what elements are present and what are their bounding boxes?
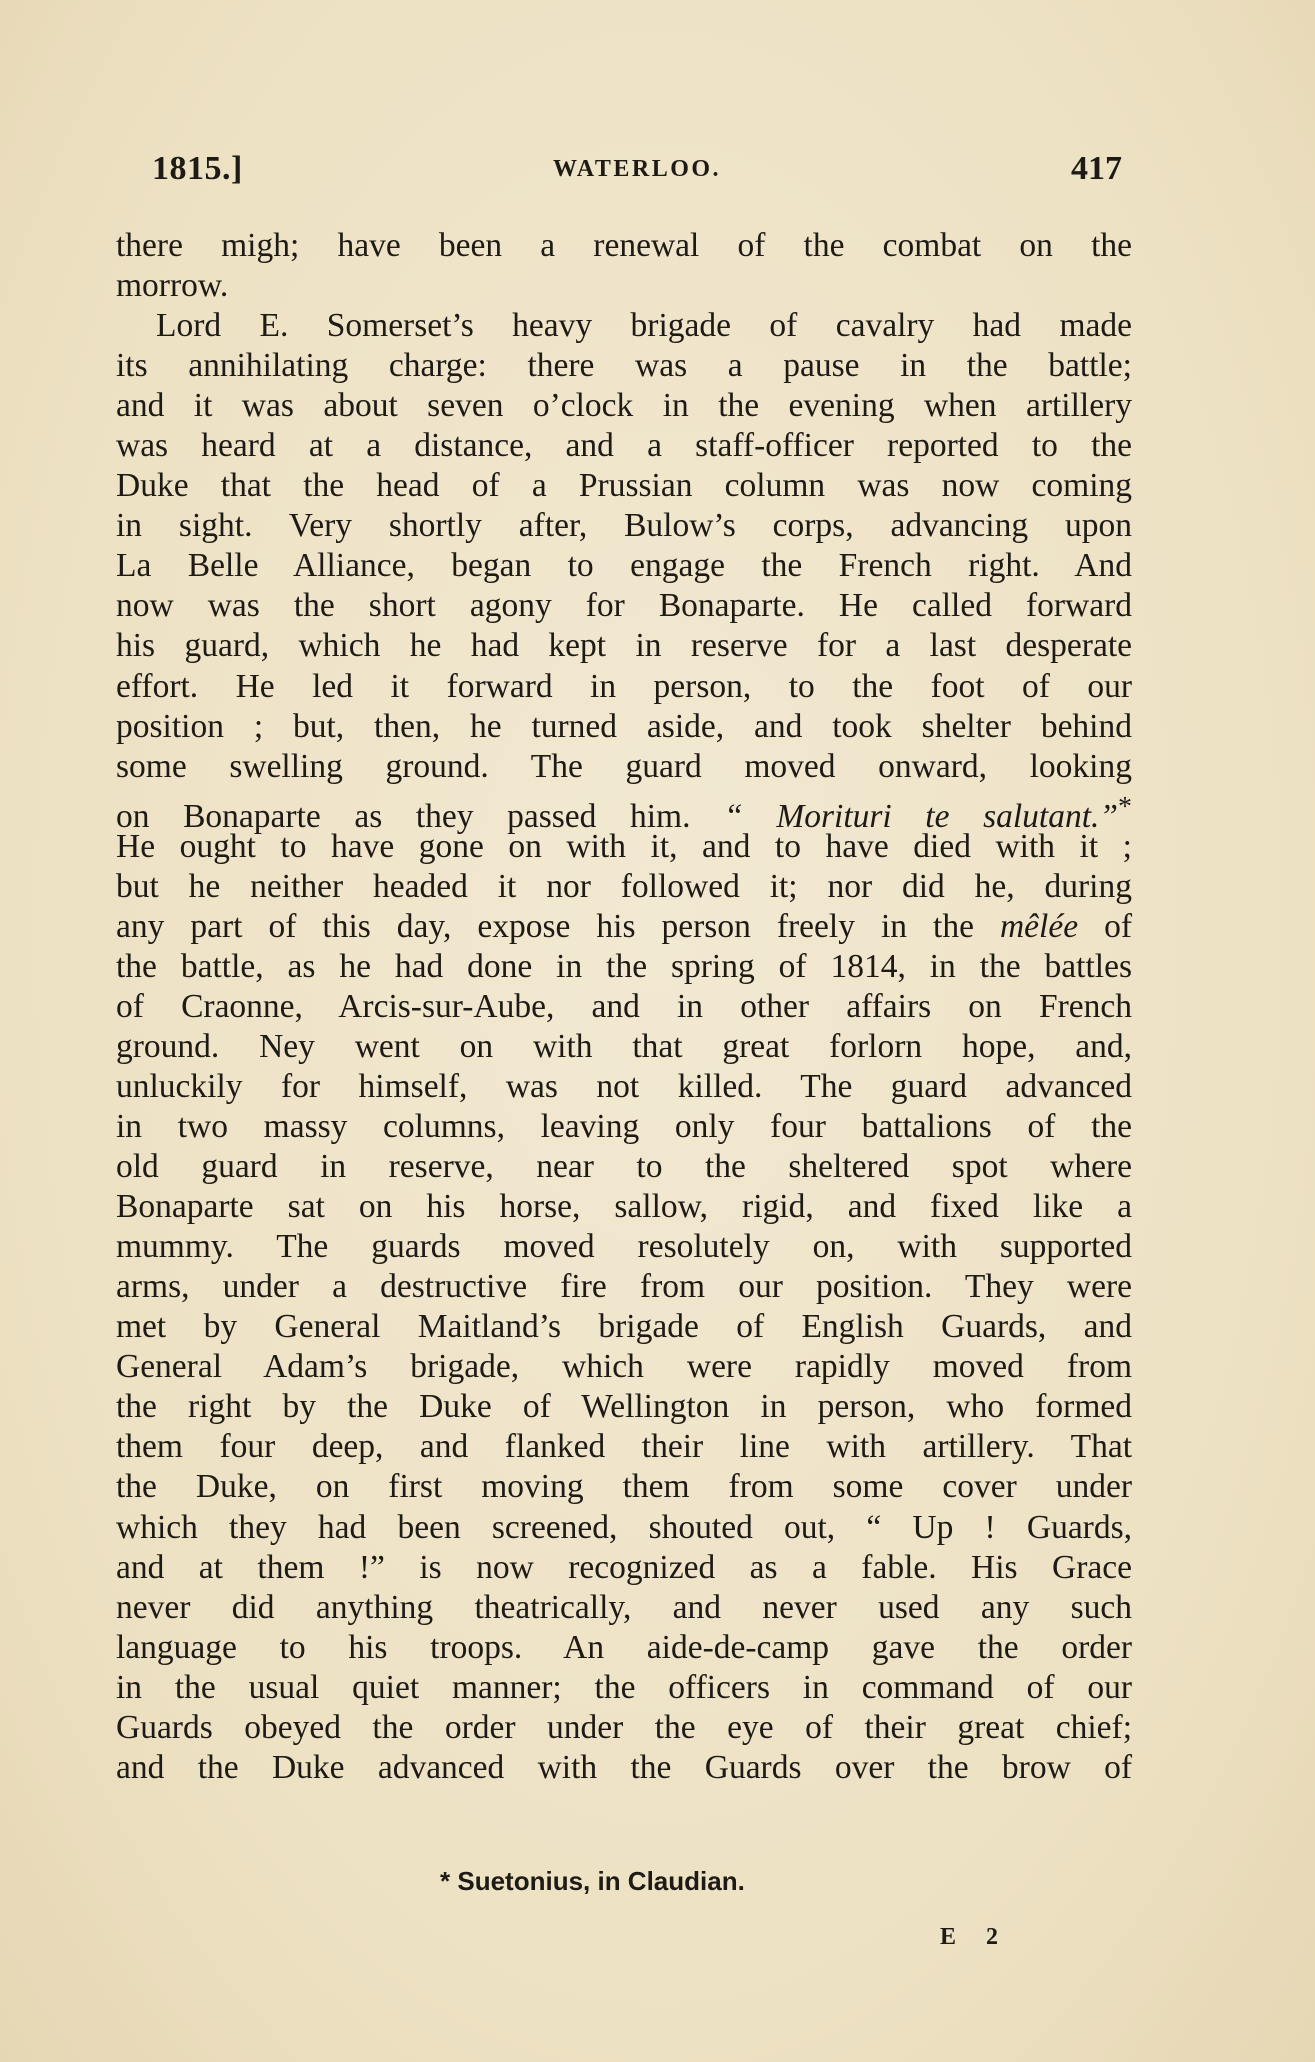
text-line: ground. Ney went on with that great forlorn hope, and, bbox=[116, 1027, 1132, 1065]
body-text bbox=[116, 226, 1132, 1788]
text-line: morrow. bbox=[116, 267, 229, 305]
text-line-with-quote bbox=[116, 787, 1132, 835]
text-line: never did anything theatrically, and never used any such bbox=[116, 1588, 1132, 1626]
text-line: was heard at a distance, and a staff-officer reported to the bbox=[116, 427, 1132, 465]
text-line: his guard, which he had kept in reserve for a last desperate bbox=[116, 627, 1132, 665]
text-line: them four deep, and flanked their line with artillery. That bbox=[116, 1428, 1132, 1466]
text-line: in two massy columns, leaving only four battalions of the bbox=[116, 1108, 1132, 1146]
text-line: the right by the Duke of Wellington in person, who formed bbox=[116, 1388, 1132, 1426]
text-line: language to his troops. An aide-de-camp gave the order bbox=[116, 1628, 1132, 1666]
text-line: effort. He led it forward in person, to the foot of our bbox=[116, 667, 1132, 705]
text-line: the battle, as he had done in the spring of 1814, in the battles bbox=[116, 947, 1132, 985]
latin-quote: “ Morituri te salutant.” bbox=[724, 797, 1119, 835]
page-number: 417 bbox=[1071, 150, 1122, 187]
paragraph-first-line: Lord E. Somerset’s heavy brigade of cavalry had made bbox=[156, 307, 1132, 345]
text-line: now was the short agony for Bonaparte. He called forward bbox=[116, 587, 1132, 625]
text-line: old guard in reserve, near to the sheltered spot where bbox=[116, 1148, 1132, 1186]
text-line: and it was about seven o’clock in the evening when artillery bbox=[116, 387, 1132, 425]
text-line: met by General Maitland’s brigade of English Guards, and bbox=[116, 1308, 1132, 1346]
running-header bbox=[152, 150, 1122, 190]
text-line: the Duke, on first moving them from some cover under bbox=[116, 1468, 1132, 1506]
footnote-text: Suetonius, in Claudian. bbox=[457, 1866, 745, 1896]
italic-word: mêlée bbox=[999, 907, 1079, 945]
footnote-marker: * bbox=[1118, 790, 1132, 822]
text-line: of Craonne, Arcis-sur-Aube, and in other affairs on French bbox=[116, 987, 1132, 1025]
text-line: Duke that the head of a Prussian column was now coming bbox=[116, 467, 1132, 505]
text-line: some swelling ground. The guard moved onward, looking bbox=[116, 747, 1132, 785]
text-segment: on Bonaparte as they passed him. bbox=[116, 797, 691, 835]
text-line: La Belle Alliance, began to engage the French right. And bbox=[116, 547, 1132, 585]
text-line: Guards obeyed the order under the eye of their great chief; bbox=[116, 1708, 1132, 1746]
text-segment: any part of this day, expose his person freely in the bbox=[116, 907, 974, 945]
text-segment: of bbox=[1104, 907, 1132, 945]
text-line: and at them !” is now recognized as a fable. His Grace bbox=[116, 1548, 1132, 1586]
text-line: unluckily for himself, was not killed. The guard advanced bbox=[116, 1067, 1132, 1105]
text-line: in the usual quiet manner; the officers in command of our bbox=[116, 1668, 1132, 1706]
text-line-with-italic bbox=[116, 907, 1132, 947]
footnote-marker: * bbox=[440, 1866, 451, 1896]
text-line: General Adam’s brigade, which were rapidly moved from bbox=[116, 1348, 1132, 1386]
text-line: He ought to have gone on with it, and to have died with it ; bbox=[116, 827, 1132, 865]
text-line: in sight. Very shortly after, Bulow’s corps, advancing upon bbox=[116, 507, 1132, 545]
text-line: position ; but, then, he turned aside, and took shelter behind bbox=[116, 707, 1132, 745]
text-line: and the Duke advanced with the Guards over the brow of bbox=[116, 1748, 1132, 1786]
text-line: but he neither headed it nor followed it; nor did he, during bbox=[116, 867, 1132, 905]
text-line: its annihilating charge: there was a pause in the battle; bbox=[116, 347, 1132, 385]
printer-signature: E 2 bbox=[940, 1924, 1011, 1950]
text-line: arms, under a destructive fire from our position. They were bbox=[116, 1268, 1132, 1306]
text-line: which they had been screened, shouted out, “ Up ! Guards, bbox=[116, 1508, 1132, 1546]
text-line: mummy. The guards moved resolutely on, with supported bbox=[116, 1228, 1132, 1266]
header-title: WATERLOO. bbox=[552, 156, 722, 182]
text-line: there migh; have been a renewal of the combat on the bbox=[116, 227, 1132, 264]
header-year: 1815.] bbox=[152, 150, 243, 187]
footnote bbox=[440, 1866, 745, 1897]
text-line: Bonaparte sat on his horse, sallow, rigid, and fixed like a bbox=[116, 1188, 1132, 1226]
